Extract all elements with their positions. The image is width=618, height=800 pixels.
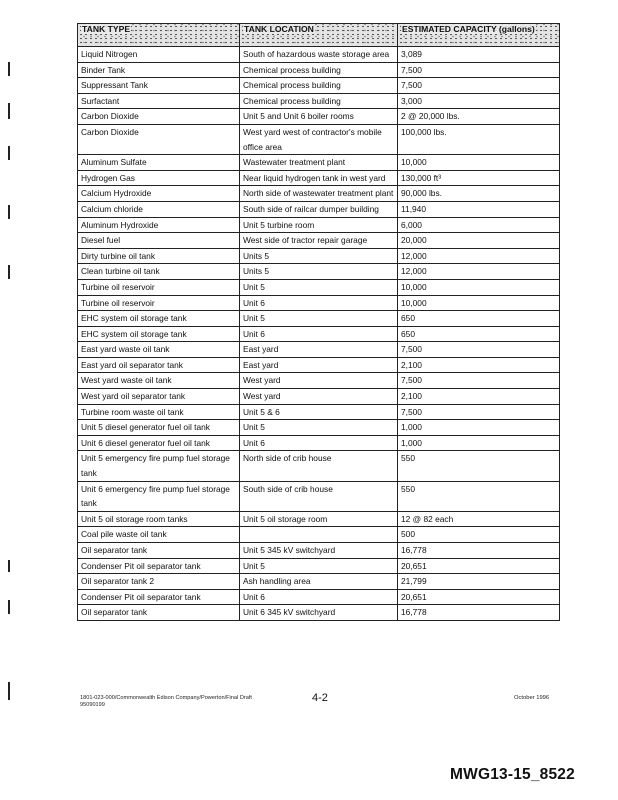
cell-capacity: 500 xyxy=(398,527,560,543)
table-row xyxy=(78,311,560,327)
table-row xyxy=(78,279,560,295)
cell-tank-location: Unit 5 & 6 xyxy=(240,404,398,420)
cell-tank-type: Diesel fuel xyxy=(78,233,240,249)
table-row xyxy=(78,543,560,559)
header-tank-location: TANK LOCATION xyxy=(240,24,398,47)
cell-tank-location: Units 5 xyxy=(240,264,398,280)
cell-tank-type: East yard oil separator tank xyxy=(78,357,240,373)
header-estimated-capacity: ESTIMATED CAPACITY (gallons) xyxy=(398,24,560,47)
cell-capacity: 20,651 xyxy=(398,589,560,605)
cell-tank-location: East yard xyxy=(240,357,398,373)
table-row xyxy=(78,233,560,249)
table-row xyxy=(78,326,560,342)
cell-tank-type: Binder Tank xyxy=(78,62,240,78)
cell-tank-type: Oil separator tank xyxy=(78,605,240,621)
cell-tank-location: Unit 6 xyxy=(240,326,398,342)
cell-capacity: 130,000 ft³ xyxy=(398,170,560,186)
cell-tank-location: Unit 6 345 kV switchyard xyxy=(240,605,398,621)
cell-tank-location: North side of wastewater treatment plant xyxy=(240,186,398,202)
cell-tank-type: West yard waste oil tank xyxy=(78,373,240,389)
cell-capacity: 650 xyxy=(398,311,560,327)
cell-capacity: 20,000 xyxy=(398,233,560,249)
cell-tank-type: Unit 6 emergency fire pump fuel storage tank xyxy=(78,481,240,511)
table-row xyxy=(78,435,560,451)
cell-capacity: 12,000 xyxy=(398,248,560,264)
cell-capacity: 20,651 xyxy=(398,558,560,574)
table-row xyxy=(78,201,560,217)
table-row xyxy=(78,589,560,605)
cell-tank-location: Unit 5 turbine room xyxy=(240,217,398,233)
table-row xyxy=(78,373,560,389)
cell-tank-location: South of hazardous waste storage area xyxy=(240,47,398,63)
cell-tank-location: Chemical process building xyxy=(240,62,398,78)
cell-tank-location: Unit 5 xyxy=(240,420,398,436)
cell-tank-type: Unit 5 emergency fire pump fuel storage tank xyxy=(78,451,240,481)
cell-capacity: 7,500 xyxy=(398,373,560,389)
table-row xyxy=(78,527,560,543)
table-row xyxy=(78,78,560,94)
cell-tank-type: Hydrogen Gas xyxy=(78,170,240,186)
margin-mark xyxy=(8,62,10,76)
table-row xyxy=(78,217,560,233)
table-row xyxy=(78,481,560,511)
cell-capacity: 16,778 xyxy=(398,543,560,559)
cell-tank-type: Turbine oil reservoir xyxy=(78,279,240,295)
cell-capacity: 550 xyxy=(398,451,560,481)
margin-mark xyxy=(8,600,10,614)
cell-tank-location: East yard xyxy=(240,342,398,358)
cell-tank-type: Unit 5 diesel generator fuel oil tank xyxy=(78,420,240,436)
cell-tank-type: Carbon Dioxide xyxy=(78,124,240,154)
cell-tank-location: Unit 5 xyxy=(240,279,398,295)
cell-tank-type: Oil separator tank 2 xyxy=(78,574,240,590)
cell-tank-location: Unit 5 xyxy=(240,311,398,327)
cell-tank-location: West yard xyxy=(240,389,398,405)
cell-tank-location: North side of crib house xyxy=(240,451,398,481)
table-row xyxy=(78,295,560,311)
cell-tank-type: EHC system oil storage tank xyxy=(78,311,240,327)
table-row xyxy=(78,511,560,527)
cell-tank-type: East yard waste oil tank xyxy=(78,342,240,358)
cell-tank-type: EHC system oil storage tank xyxy=(78,326,240,342)
cell-capacity: 2 @ 20,000 lbs. xyxy=(398,109,560,125)
table-row xyxy=(78,248,560,264)
cell-tank-type: Condenser Pit oil separator tank xyxy=(78,558,240,574)
cell-tank-type: Unit 5 oil storage room tanks xyxy=(78,511,240,527)
footer-doc-number: 95090199 xyxy=(80,702,105,708)
table-header-row xyxy=(78,24,560,47)
cell-tank-location: Chemical process building xyxy=(240,78,398,94)
cell-capacity: 1,000 xyxy=(398,420,560,436)
table-row xyxy=(78,93,560,109)
table-row xyxy=(78,451,560,481)
cell-capacity: 650 xyxy=(398,326,560,342)
cell-tank-type: Aluminum Hydroxide xyxy=(78,217,240,233)
cell-tank-location: Near liquid hydrogen tank in west yard xyxy=(240,170,398,186)
footer-date: October 1996 xyxy=(514,695,550,701)
cell-tank-location: Unit 6 xyxy=(240,589,398,605)
cell-tank-type: Suppressant Tank xyxy=(78,78,240,94)
margin-mark xyxy=(8,205,10,219)
margin-mark xyxy=(8,682,10,700)
cell-tank-type: Turbine oil reservoir xyxy=(78,295,240,311)
cell-tank-type: Unit 6 diesel generator fuel oil tank xyxy=(78,435,240,451)
cell-tank-location: Chemical process building xyxy=(240,93,398,109)
cell-tank-type: West yard oil separator tank xyxy=(78,389,240,405)
cell-capacity: 3,000 xyxy=(398,93,560,109)
cell-capacity: 10,000 xyxy=(398,279,560,295)
footer-document-info xyxy=(80,695,252,709)
cell-tank-type: Oil separator tank xyxy=(78,543,240,559)
cell-tank-location: Unit 5 345 kV switchyard xyxy=(240,543,398,559)
cell-tank-type: Turbine room waste oil tank xyxy=(78,404,240,420)
cell-tank-type: Liquid Nitrogen xyxy=(78,47,240,63)
cell-tank-type: Clean turbine oil tank xyxy=(78,264,240,280)
table-row xyxy=(78,558,560,574)
header-tank-type: TANK TYPE xyxy=(78,24,240,47)
cell-capacity: 2,100 xyxy=(398,389,560,405)
cell-capacity: 1,000 xyxy=(398,435,560,451)
cell-capacity: 7,500 xyxy=(398,62,560,78)
cell-capacity: 90,000 lbs. xyxy=(398,186,560,202)
cell-capacity: 12,000 xyxy=(398,264,560,280)
cell-tank-location: Wastewater treatment plant xyxy=(240,155,398,171)
cell-capacity: 7,500 xyxy=(398,78,560,94)
table-row xyxy=(78,170,560,186)
cell-capacity: 6,000 xyxy=(398,217,560,233)
table-row xyxy=(78,264,560,280)
cell-capacity: 21,799 xyxy=(398,574,560,590)
table-row xyxy=(78,186,560,202)
cell-tank-location xyxy=(240,527,398,543)
cell-tank-type: Calcium chloride xyxy=(78,201,240,217)
page-number: 4-2 xyxy=(312,692,328,704)
cell-capacity: 550 xyxy=(398,481,560,511)
cell-tank-location: Unit 5 and Unit 6 boiler rooms xyxy=(240,109,398,125)
margin-mark xyxy=(8,146,10,160)
cell-tank-location: West yard west of contractor's mobile office area xyxy=(240,124,398,154)
table-row xyxy=(78,574,560,590)
cell-capacity: 7,500 xyxy=(398,342,560,358)
cell-tank-location: West side of tractor repair garage xyxy=(240,233,398,249)
tank-table-body xyxy=(78,47,560,621)
table-row xyxy=(78,62,560,78)
cell-capacity: 2,100 xyxy=(398,357,560,373)
margin-mark xyxy=(8,103,10,119)
table-row xyxy=(78,342,560,358)
cell-tank-location: South side of crib house xyxy=(240,481,398,511)
cell-capacity: 10,000 xyxy=(398,155,560,171)
cell-tank-type: Condenser Pit oil separator tank xyxy=(78,589,240,605)
table-row xyxy=(78,605,560,621)
table-row xyxy=(78,109,560,125)
table-row xyxy=(78,155,560,171)
cell-capacity: 10,000 xyxy=(398,295,560,311)
cell-capacity: 3,089 xyxy=(398,47,560,63)
margin-mark xyxy=(8,560,10,572)
cell-tank-location: Unit 6 xyxy=(240,435,398,451)
cell-tank-location: Unit 5 xyxy=(240,558,398,574)
tank-table xyxy=(77,23,560,621)
cell-tank-location: West yard xyxy=(240,373,398,389)
cell-capacity: 100,000 lbs. xyxy=(398,124,560,154)
cell-tank-location: Unit 5 oil storage room xyxy=(240,511,398,527)
table-row xyxy=(78,389,560,405)
margin-mark xyxy=(8,265,10,279)
cell-tank-location: South side of railcar dumper building xyxy=(240,201,398,217)
cell-tank-type: Coal pile waste oil tank xyxy=(78,527,240,543)
cell-capacity: 12 @ 82 each xyxy=(398,511,560,527)
cell-tank-type: Surfactant xyxy=(78,93,240,109)
cell-capacity: 7,500 xyxy=(398,404,560,420)
document-id-stamp: MWG13-15_8522 xyxy=(450,766,575,783)
cell-tank-type: Carbon Dioxide xyxy=(78,109,240,125)
cell-tank-location: Units 5 xyxy=(240,248,398,264)
table-row xyxy=(78,357,560,373)
cell-tank-location: Ash handling area xyxy=(240,574,398,590)
cell-tank-type: Aluminum Sulfate xyxy=(78,155,240,171)
cell-capacity: 11,940 xyxy=(398,201,560,217)
table-row xyxy=(78,124,560,154)
cell-capacity: 16,778 xyxy=(398,605,560,621)
cell-tank-type: Dirty turbine oil tank xyxy=(78,248,240,264)
table-row xyxy=(78,420,560,436)
table-row xyxy=(78,404,560,420)
cell-tank-location: Unit 6 xyxy=(240,295,398,311)
cell-tank-type: Calcium Hydroxide xyxy=(78,186,240,202)
footer-doc-reference: 1801-023-000/Commonwealth Edison Company/Powerton/Final Draft xyxy=(80,695,252,701)
table-row xyxy=(78,47,560,63)
